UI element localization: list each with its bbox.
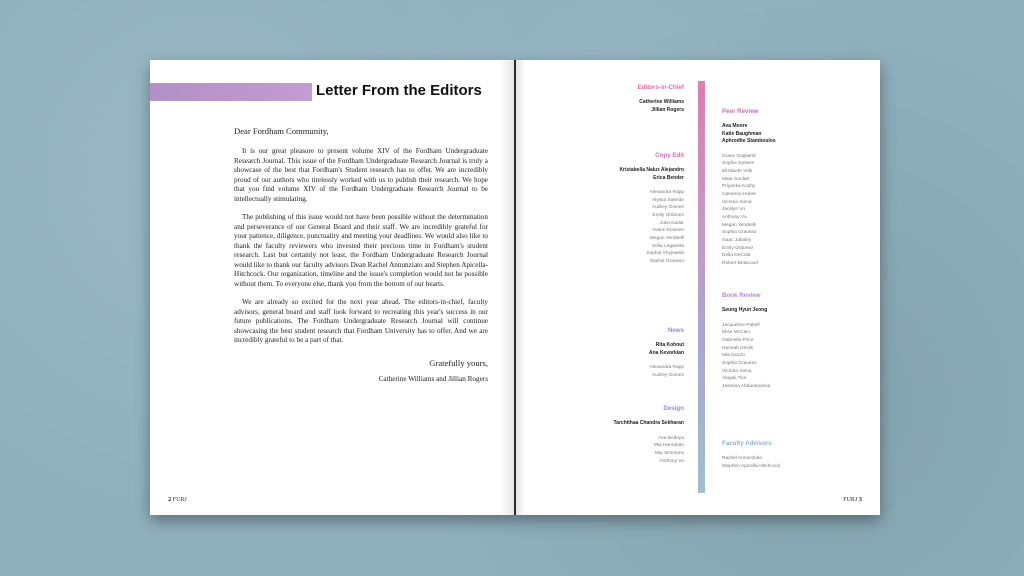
section-title: Design [663,405,684,412]
right-page-number: 3 [858,496,862,503]
staff-name: Alexandra Rapp [649,365,684,370]
staff-name: Megan Yerabelli [649,236,684,242]
staff-name: Anthony Vu [722,214,747,220]
left-page [150,60,514,515]
staff-name: Victoria Siena [722,368,752,374]
section-leads [619,167,684,182]
lead-name: Jillian Rogers [651,106,684,113]
staff-name: Katrin Klassen [653,228,684,234]
section [722,292,770,391]
letter-closing: Gratefully yours, [429,357,488,368]
staff-name: Sophia Grausso [722,360,757,366]
staff-name: Mia Simmons [654,450,684,456]
lead-name: Tarchithaa Chandra Sekharan [613,420,684,426]
section [649,327,684,379]
section [722,440,780,470]
letter-paragraph: The publishing of this issue would not have been possible without the determination and perseverance of our General Board and their staff. We are incredibly grateful for your patience, diligence, punctuality and meeting your deadlines. We would also like to thank the faculty reviewers who invested their precious time in Fordham's student research. Last but certainly not least, the Fordham Undergraduate Research Journal would like to thank our faculty advisors Dean Rachel Annunziato and Stephen Apicella-Hitchcock. Our organization, timeline and the issue's completion would not be possible without them. To everyone else, thank you from the bottom of our hearts. [234,213,488,288]
staff-name: Cameron Huber [722,191,757,197]
staff-name: Julia Kadar [660,220,684,226]
section-leads [722,123,776,146]
lead-name: Aphrodite Stamboulos [722,138,776,144]
letter-greeting: Dear Fordham Community, [234,126,329,136]
section-staff [722,322,770,391]
staff-name: Elise McCain [722,330,750,336]
section-title: Faculty Advisors [722,440,772,447]
lead-name: Ana Kevorkian [648,349,684,356]
lead-name: Catherine Williams [639,99,684,105]
section-staff [722,153,776,268]
staff-name: Sophia Grausso [722,230,757,236]
left-journal-abbr: FURJ [172,497,187,503]
right-folio [843,496,862,503]
staff-name: Sofia Leganeta [651,243,684,249]
letter-paragraph: It is our great pleasure to present volume XIV of the Fordham Undergraduate Research Journal. This issue of the Fordham Undergraduate Research Journal is truly a showcase of the best that Fordham's Student research has to offer. We are incredibly proud of our authors who tirelessly worked with us to publish their research. We hope that you find volume XIV of the Fordham Undergraduate Research Journal to be intellectually stimulating. [234,147,488,203]
staff-name: Sophia Grausso [649,259,684,265]
staff-name: Maia Goulart [722,176,750,182]
right-page [516,60,880,515]
staff-name: Grace Gagliardi [722,153,756,159]
letter-paragraph: We are already so excited for the next year ahead. The editors-in-chief, faculty advisors, general board and staff look forward to recreating this year's success in our future publications. The Fordham Undergraduate Research Journal will continue showcasing the best student research that Fordham University has to offer. And we are incredibly grateful to be a part of that. [234,298,488,345]
section-title: Editors-in-Chief [637,84,684,91]
staff-name: Megan Yerabelli [722,222,757,228]
lead-name: Erica Bender [653,174,684,181]
section-title: Peer Review [722,108,759,115]
staff-name: Hannah Devlin [722,345,754,351]
staff-name: Rachel Annunziato [722,456,763,461]
spine-shadow [516,60,526,515]
section-title: Copy Edit [655,152,684,159]
page-title: Letter From the Editors [316,82,482,99]
staff-name: Della DeCola [722,253,751,259]
section-leads [614,420,685,428]
staff-name: Emily Ordonez [652,213,684,219]
staff-name: Stephen Apicella-Hitchcock [722,463,781,469]
staff-name: Anthony Vu [659,458,684,464]
staff-name: Priyanka Koshy [722,184,756,190]
staff-name: Robert Betacourt [722,260,759,266]
staff-name: Abigail Tice [722,376,747,382]
section-staff [722,455,780,470]
section [722,108,776,268]
spine-shadow [500,60,514,515]
staff-name: Jasmina Abdurasulova [722,383,771,389]
staff-name: Jacklyn Vu [722,207,746,213]
section-leads [638,99,684,114]
section-staff [649,364,684,379]
lead-name: Rita Kohout [655,342,684,348]
section [619,152,684,266]
section-title: Book Review [722,292,761,299]
staff-name: Gabriella Price [722,337,754,343]
staff-name: Alexandra Rapp [649,190,684,195]
left-page-number: 2 [168,496,172,503]
letter-body [234,126,488,385]
section-staff [614,435,685,466]
staff-name: Mia Guzzo [722,353,745,359]
right-journal-abbr: FURJ [843,497,858,503]
title-accent-bar [150,83,312,101]
gradient-divider-bar [698,81,705,493]
lead-name: Seung Hyun Jeong [722,307,768,313]
staff-name: Sophie Epstein [722,161,755,167]
staff-name: Audrey Gomez [652,205,684,211]
section-leads [649,342,684,357]
lead-name: Ava Moore [722,123,748,129]
section [638,84,684,121]
lead-name: Kristabella Naluz Alejandro [619,167,684,173]
letter-signers: Catherine Williams and Jillian Rogers [378,375,488,384]
lead-name: Katie Baughman [722,130,762,137]
staff-name: Elizabeth Volk [722,168,753,174]
staff-name: Audrey Gomez [652,372,684,378]
staff-name: Mia Hanrahan [653,443,684,449]
staff-name: Jacqueline Pabell [722,322,760,328]
section [614,405,685,465]
open-book [150,60,880,515]
staff-name: Isaac Jabaley [722,237,752,243]
section-staff [619,189,684,266]
staff-name: Sophia Shyjowski [646,251,684,257]
staff-name: Emily Ordonez [722,245,754,251]
staff-name: Ava Bodoya [658,435,684,441]
left-folio [168,496,187,503]
section-title: News [667,327,684,334]
staff-name: Alyssa Salerde [652,197,684,203]
staff-name: Victoria Siena [722,199,752,205]
section-leads [722,307,770,315]
